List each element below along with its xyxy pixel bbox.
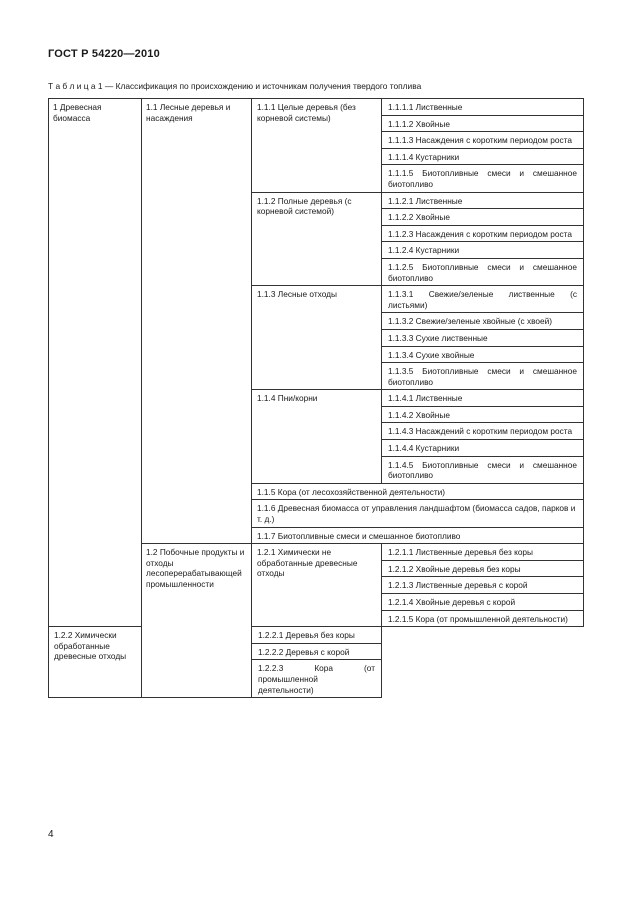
level4-cell: 1.1.3.1 Свежие/зеленые лиственные (с листьями) bbox=[382, 286, 584, 313]
level4-cell: 1.1.3.5 Биотопливные смеси и смешанное биотопливо bbox=[382, 363, 584, 390]
document-header: ГОСТ Р 54220—2010 bbox=[48, 48, 160, 60]
level4-cell: 1.1.2.1 Лиственные bbox=[382, 192, 584, 209]
level3-cell: 1.1.3 Лесные отходы bbox=[252, 286, 382, 390]
level4-cell: 1.1.1.5 Биотопливные смеси и смешанное биотопливо bbox=[382, 165, 584, 192]
page-number: 4 bbox=[48, 829, 54, 840]
level4-cell: 1.1.1.1 Лиственные bbox=[382, 99, 584, 116]
level4-cell: 1.2.1.3 Лиственные деревья с корой bbox=[382, 577, 584, 594]
level4-cell: 1.1.4.3 Насаждений с коротким периодом роста bbox=[382, 423, 584, 440]
level4-cell: 1.1.3.3 Сухие лиственные bbox=[382, 329, 584, 346]
level4-cell: 1.2.1.5 Кора (от промышленной деятельности) bbox=[382, 610, 584, 627]
level3-cell: 1.1.5 Кора (от лесохозяйственной деятельности) bbox=[252, 483, 584, 500]
level4-cell: 1.1.4.1 Лиственные bbox=[382, 390, 584, 407]
level4-cell: 1.1.2.3 Насаждения с коротким периодом роста bbox=[382, 225, 584, 242]
level1-cell: 1 Древесная биомасса bbox=[49, 99, 142, 627]
table-caption-label: Т а б л и ц а 1 bbox=[48, 81, 103, 91]
level3-cell: 1.1.6 Древесная биомасса от управления ландшафтом (биомасса садов, парков и т. д.) bbox=[252, 500, 584, 527]
level4-cell: 1.1.1.2 Хвойные bbox=[382, 115, 584, 132]
level4-cell: 1.1.3.4 Сухие хвойные bbox=[382, 346, 584, 363]
level4-cell: 1.1.2.2 Хвойные bbox=[382, 209, 584, 226]
table-row bbox=[49, 627, 584, 644]
level4-cell: 1.2.2.2 Деревья с корой bbox=[252, 643, 382, 660]
table-caption-text: — Классификация по происхождению и источникам получения твердого топлива bbox=[102, 81, 422, 91]
level4-cell: 1.1.4.4 Кустарники bbox=[382, 440, 584, 457]
level4-cell: 1.1.2.5 Биотопливные смеси и смешанное биотопливо bbox=[382, 258, 584, 285]
level4-cell: 1.1.1.4 Кустарники bbox=[382, 148, 584, 165]
level4-cell: 1.2.1.2 Хвойные деревья без коры bbox=[382, 560, 584, 577]
level3-cell: 1.1.2 Полные деревья (с корневой системой) bbox=[252, 192, 382, 286]
level4-cell: 1.2.1.1 Лиственные деревья без коры bbox=[382, 544, 584, 561]
classification-table bbox=[48, 98, 584, 698]
level4-cell: 1.2.2.1 Деревья без коры bbox=[252, 627, 382, 644]
level4-cell: 1.2.2.3 Кора (от промышленной деятельности) bbox=[252, 660, 382, 698]
level2-cell: 1.2 Побочные продукты и отходы лесоперерабатывающей промышленности bbox=[142, 544, 252, 698]
level4-cell: 1.1.3.2 Свежие/зеленые хвойные (с хвоей) bbox=[382, 313, 584, 330]
table-row bbox=[49, 99, 584, 116]
table-caption bbox=[48, 81, 421, 91]
level3-cell: 1.2.2 Химически обработанные древесные отходы bbox=[49, 627, 142, 698]
level4-cell: 1.2.1.4 Хвойные деревья с корой bbox=[382, 594, 584, 611]
level4-cell: 1.1.4.2 Хвойные bbox=[382, 406, 584, 423]
level2-cell: 1.1 Лесные деревья и насаждения bbox=[142, 99, 252, 544]
level3-cell: 1.1.7 Биотопливные смеси и смешанное биотопливо bbox=[252, 527, 584, 544]
level3-cell: 1.2.1 Химически не обработанные древесные отходы bbox=[252, 544, 382, 627]
level3-cell: 1.1.1 Целые деревья (без корневой системы) bbox=[252, 99, 382, 193]
level4-cell: 1.1.4.5 Биотопливные смеси и смешанное биотопливо bbox=[382, 456, 584, 483]
level3-cell: 1.1.4 Пни/корни bbox=[252, 390, 382, 484]
level4-cell: 1.1.2.4 Кустарники bbox=[382, 242, 584, 259]
level4-cell: 1.1.1.3 Насаждения с коротким периодом роста bbox=[382, 132, 584, 149]
